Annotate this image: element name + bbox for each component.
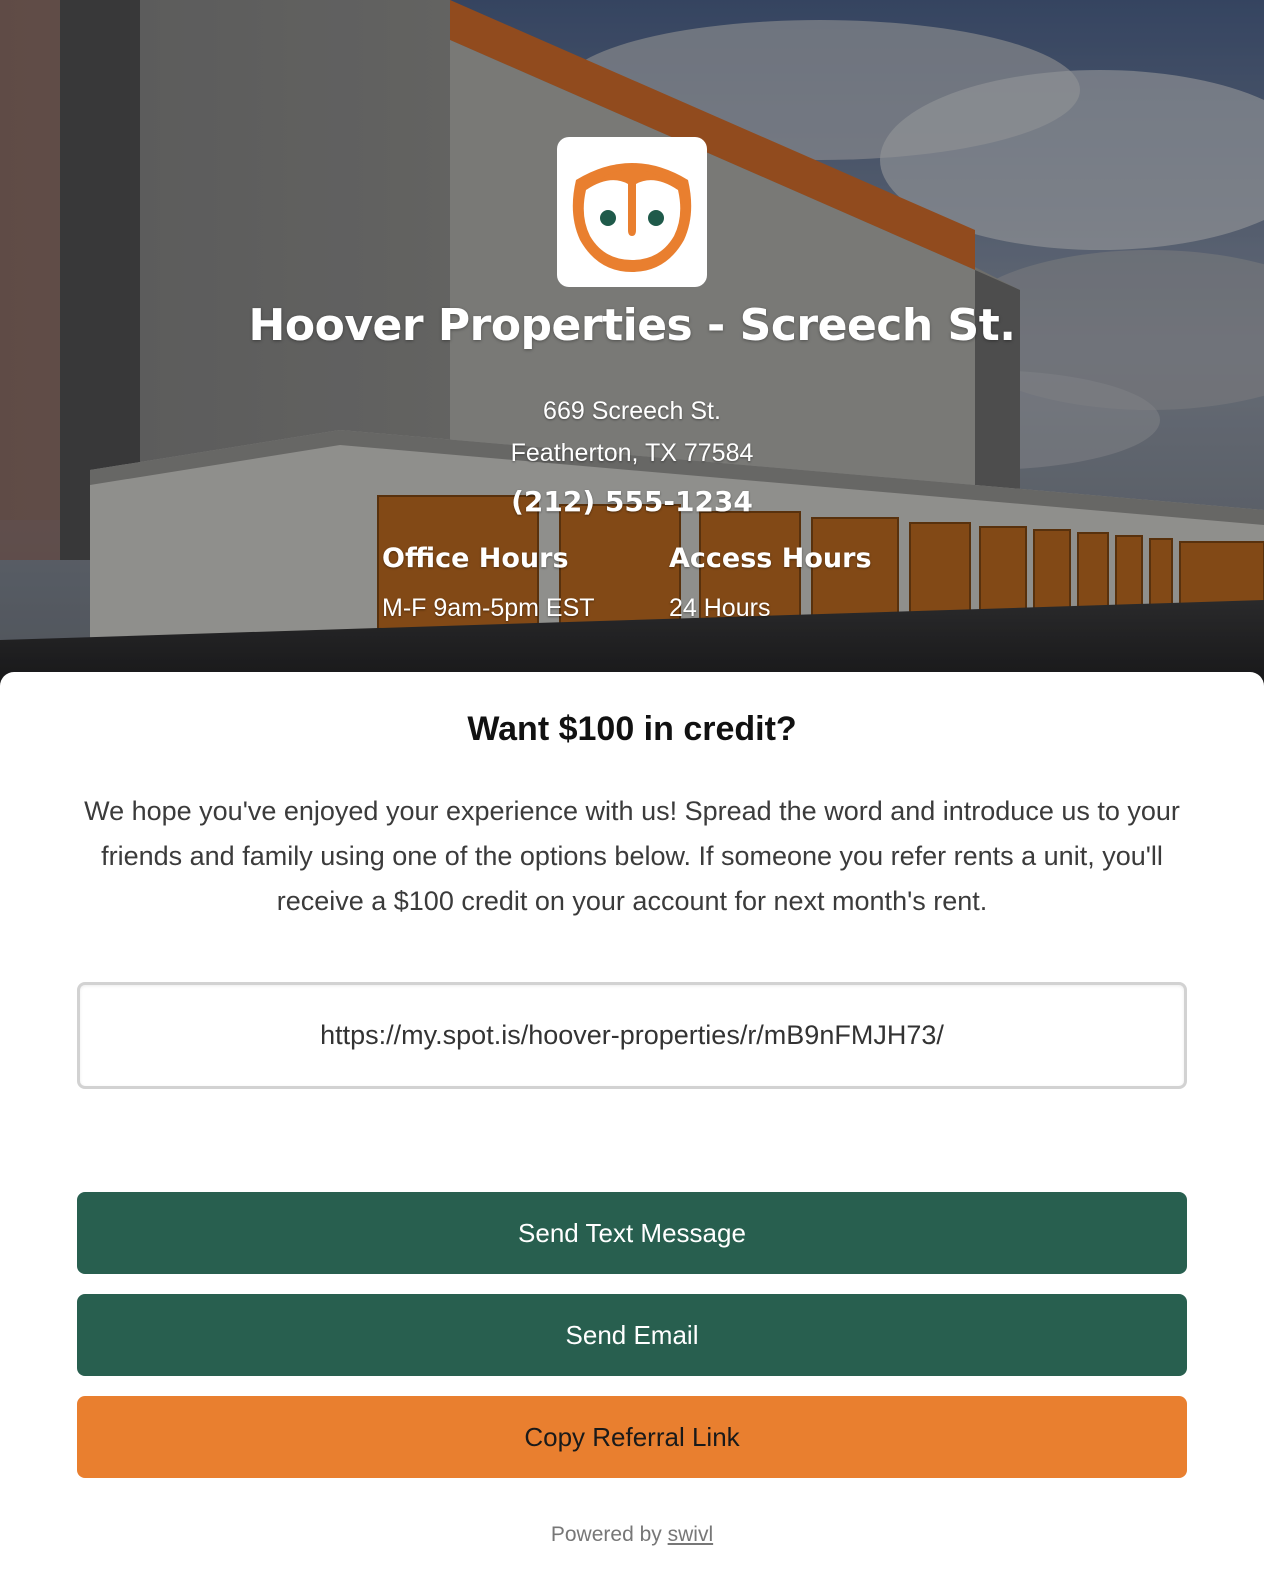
copy-referral-link-button[interactable]: Copy Referral Link: [77, 1396, 1187, 1478]
access-hours-heading: Access Hours: [669, 543, 872, 574]
send-email-button[interactable]: Send Email: [77, 1294, 1187, 1376]
access-hours-value: 24 Hours: [669, 594, 771, 622]
address-line-1: 669 Screech St.: [543, 397, 721, 425]
referral-card: [0, 672, 1264, 1578]
referral-description: We hope you've enjoyed your experience with us! Spread the word and introduce us to your friends and family using one of the options below. If someone you refer rents a unit, you'll receive a $100 credit on your account for next month's rent.: [84, 796, 1180, 916]
company-logo: [557, 137, 707, 287]
referral-title: Want $100 in credit?: [467, 710, 797, 748]
office-hours: [382, 543, 595, 623]
hero-banner: [0, 0, 1264, 700]
facility-name: Hoover Properties - Screech St.: [248, 300, 1016, 351]
send-text-message-button[interactable]: Send Text Message: [77, 1192, 1187, 1274]
office-hours-value: M-F 9am-5pm EST: [382, 594, 595, 622]
owl-face-logo-icon: [564, 144, 700, 280]
powered-by-text: Powered by: [550, 1523, 662, 1546]
powered-by-footer: [0, 1523, 1264, 1547]
referral-link-field[interactable]: [77, 982, 1187, 1089]
swivl-link[interactable]: swivl: [667, 1523, 714, 1546]
access-hours: [669, 543, 872, 623]
phone-number-link[interactable]: (212) 555-1234: [511, 485, 753, 518]
office-hours-heading: Office Hours: [382, 543, 569, 574]
address-line-2: Featherton, TX 77584: [510, 439, 754, 467]
